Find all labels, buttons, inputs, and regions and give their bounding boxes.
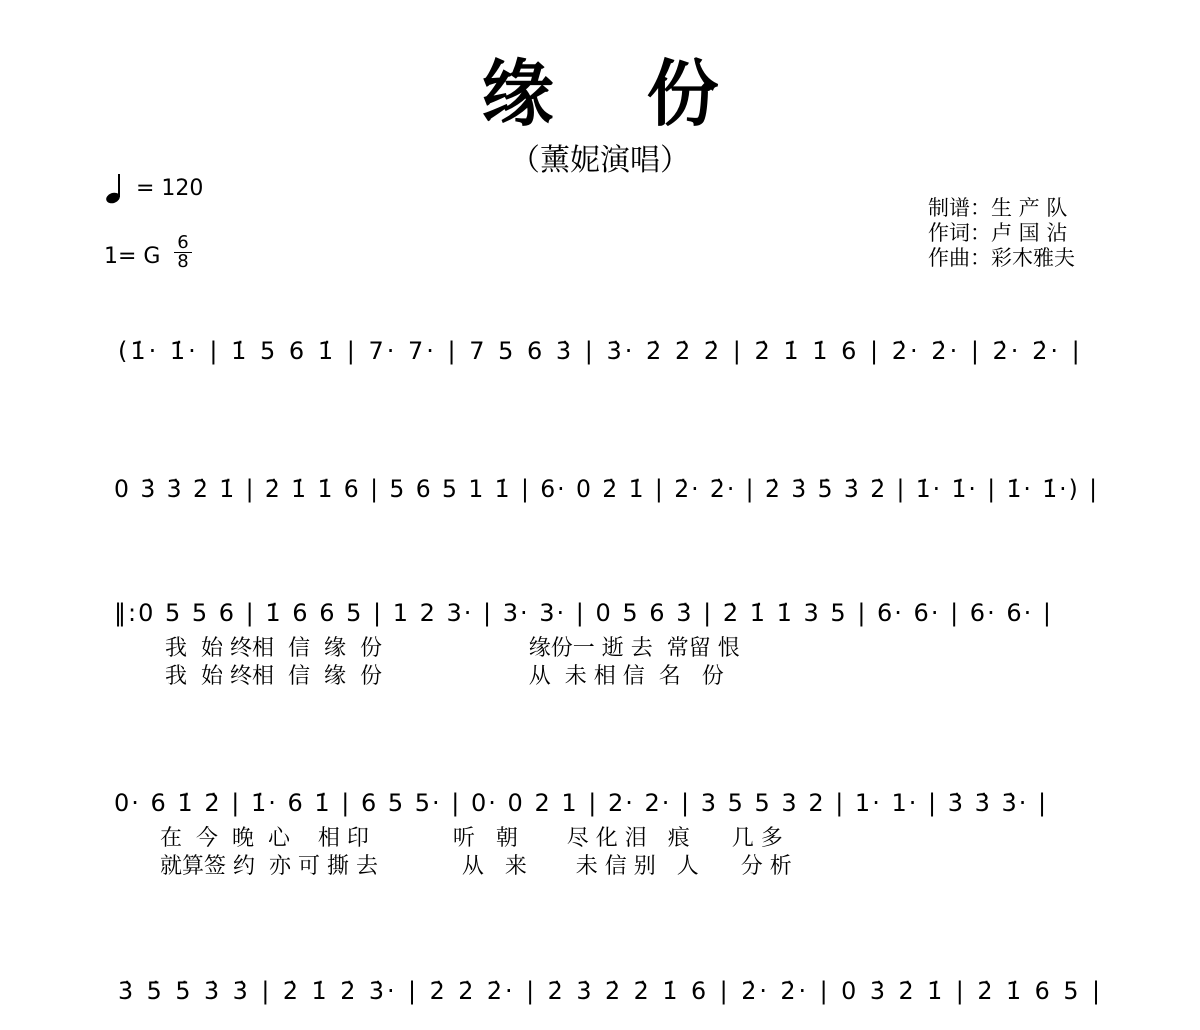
notation-text xyxy=(110,336,1110,380)
key-text: 1= G xyxy=(104,244,161,269)
lyric-text: 在 今 晚 心 相 印 听 朝 尽 化 泪 痕 几 多 xyxy=(160,826,783,851)
notation-line-2 xyxy=(0,448,1200,528)
notation-line-2-text: 0 3̇ 3̇ 2̇ 1̇ | 2̇ 1̇ 1̇ 6 | 5 6 5 1 1̇ | 6· 0 2̇ 1̇ | 2̇· 2̇· | 2̇ 3̇ 5̇ 3̇ 2̇ | 1̇· 1̇· | 1̇· 1̇·) | xyxy=(114,475,1099,503)
time-signature-bottom: 8 xyxy=(177,251,189,272)
time-signature xyxy=(174,234,192,271)
quarter-note-icon xyxy=(104,172,130,206)
notation-line-3-text: ‖:0 5 5 6 | 1̇ 6 6 5 | 1 2 3· | 3· 3· | 0 5 6 3̇ | 2̇ 1̇ 1̇ 3 5 | 6· 6· | 6· 6· | xyxy=(114,599,1053,627)
time-signature-top: 6 xyxy=(174,234,192,253)
notation-text xyxy=(110,976,1110,1020)
tempo-text: = 120 xyxy=(136,176,204,201)
notation-line-5 xyxy=(0,950,1200,1030)
notation-line-1 xyxy=(0,310,1200,390)
lyric-text: 我 始 终相 信 缘 份 从 未 相 信 名 份 xyxy=(165,664,724,689)
key-signature xyxy=(104,232,304,276)
lyric-text: 就算签 约 亦 可 撕 去 从 来 未 信 别 人 分 析 xyxy=(160,854,792,879)
credit-lyricist: 作词：卢 国 沾 xyxy=(928,221,1068,245)
notation-line-4-text: 0· 6 1̇ 2̇ | 1̇· 6 1̇ | 6 5 5· | 0· 0 2 1 | 2· 2· | 3 5 5 3 2 | 1· 1· | 3̇ 3̇ 3̇· | xyxy=(114,789,1049,817)
tempo-marking xyxy=(104,172,304,208)
lyrics-verse-2-line-4 xyxy=(0,854,1200,880)
song-subtitle: （薰妮演唱） xyxy=(510,143,690,178)
notation-text xyxy=(110,474,1110,518)
lyrics-verse-1-line-4 xyxy=(0,826,1200,852)
notation-line-1-text: (1̇· 1̇· | 1̇ 5 6 1̇ | 7· 7· | 7 5 6 3̇ | 3̇· 2̇ 2̇ 2̇ | 2̇ 1̇ 1̇ 6 | 2̇· 2̇· | 2̇· 2̇· | xyxy=(118,337,1083,365)
notation-line-5-text: 3̇ 5̇ 5̇ 3̇ 3̇ | 2̇ 1̇ 2̇ 3̇· | 2̇ 2̇ 2̇· | 2̇ 3̇ 2̇ 2̇ 1̇ 6 | 2̇· 2̇· | 0 3̇ 2̇ 1̇ | 2̇ 1̇ 6 5 | xyxy=(118,977,1103,1005)
credit-composer: 作曲：彩木雅夫 xyxy=(928,246,1075,270)
song-title: 缘 份 xyxy=(481,52,753,136)
credit-arranger: 制谱：生 产 队 xyxy=(928,196,1068,220)
lyrics-verse-1-line-3 xyxy=(0,636,1200,662)
lyrics-verse-2-line-3 xyxy=(0,664,1200,690)
credits xyxy=(928,196,1075,271)
lyric-text: 我 始 终相 信 缘 份 缘份一 逝 去 常留 恨 xyxy=(165,636,740,661)
